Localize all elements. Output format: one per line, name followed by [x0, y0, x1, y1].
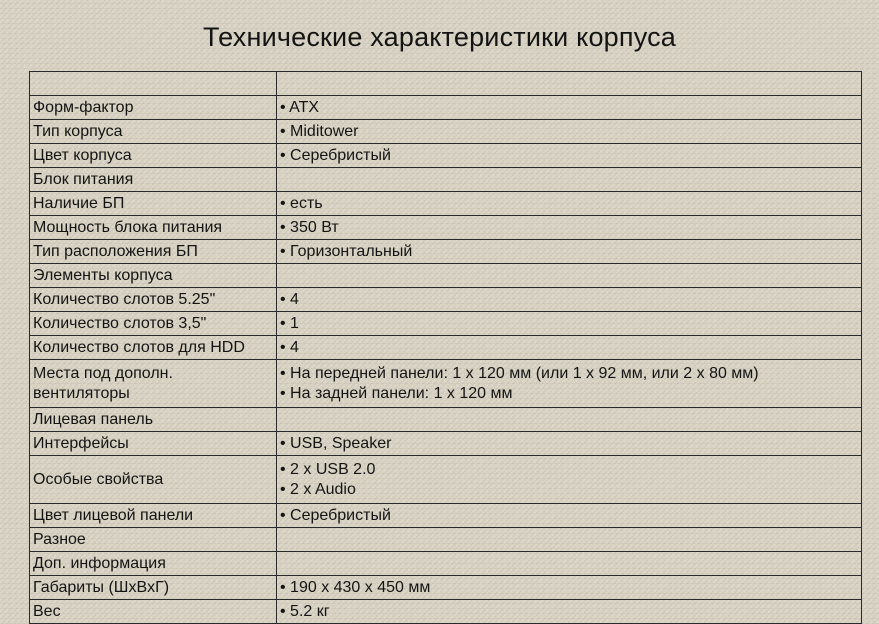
spec-value: • 5.2 кг: [277, 600, 862, 624]
table-row: [30, 288, 862, 312]
spec-value: • USB, Speaker: [277, 432, 862, 456]
table-row: [30, 264, 862, 288]
section-label: Разное: [30, 528, 277, 552]
spec-value: • ATX: [277, 96, 862, 120]
spec-label: Интерфейсы: [30, 432, 277, 456]
spec-value: • 190 x 430 x 450 мм: [277, 576, 862, 600]
section-label: Лицевая панель: [30, 408, 277, 432]
spec-label: Цвет корпуса: [30, 144, 277, 168]
spec-label: Цвет лицевой панели: [30, 504, 277, 528]
table-row: [30, 96, 862, 120]
table-row: [30, 312, 862, 336]
specs-table: [29, 71, 862, 624]
spec-value: [277, 360, 862, 408]
table-row: [30, 120, 862, 144]
spec-value: • 4: [277, 288, 862, 312]
table-row: [30, 408, 862, 432]
spec-value: [277, 552, 862, 576]
table-row: [30, 168, 862, 192]
page-title: Технические характеристики корпуса: [202, 22, 677, 52]
spec-value: • есть: [277, 192, 862, 216]
table-row: [30, 600, 862, 624]
table-row: [30, 504, 862, 528]
section-label: Элементы корпуса: [30, 264, 277, 288]
spec-label: Тип расположения БП: [30, 240, 277, 264]
spec-label: Форм-фактор: [30, 96, 277, 120]
spec-label: [30, 360, 277, 408]
spec-label-line: Места под дополн.: [33, 364, 173, 382]
table-row: [30, 216, 862, 240]
section-label: Блок питания: [30, 168, 277, 192]
table-row: [30, 192, 862, 216]
spec-label: Количество слотов для HDD: [30, 336, 277, 360]
spec-value-line: • 2 x Audio: [280, 480, 356, 498]
spec-value: • Серебристый: [277, 504, 862, 528]
table-row: [30, 528, 862, 552]
spec-label: Мощность блока питания: [30, 216, 277, 240]
spec-value-line: • На задней панели: 1 x 120 мм: [280, 384, 513, 402]
spec-value: • Горизонтальный: [277, 240, 862, 264]
spec-label: Вес: [30, 600, 277, 624]
spec-value: [277, 408, 862, 432]
spec-value: • 350 Вт: [277, 216, 862, 240]
spec-label: Доп. информация: [30, 552, 277, 576]
spec-value: • 1: [277, 312, 862, 336]
spec-label: [30, 72, 277, 96]
spec-value: • Miditower: [277, 120, 862, 144]
spec-value: • Серебристый: [277, 144, 862, 168]
table-row: [30, 144, 862, 168]
spec-label: Количество слотов 5.25": [30, 288, 277, 312]
spec-value: [277, 72, 862, 96]
spec-value: [277, 528, 862, 552]
spec-label-line: вентиляторы: [33, 384, 130, 402]
table-row: [30, 72, 862, 96]
spec-label: Наличие БП: [30, 192, 277, 216]
spec-value: [277, 168, 862, 192]
spec-label: Количество слотов 3,5": [30, 312, 277, 336]
table-row: [30, 360, 862, 408]
spec-value-line: • 2 x USB 2.0: [280, 460, 376, 478]
spec-value-line: • На передней панели: 1 x 120 мм (или 1 x 92 мм, или 2 x 80 мм): [280, 364, 759, 382]
spec-label: Тип корпуса: [30, 120, 277, 144]
table-row: [30, 432, 862, 456]
table-row: [30, 456, 862, 504]
spec-value: [277, 456, 862, 504]
table-row: [30, 576, 862, 600]
spec-value: [277, 264, 862, 288]
spec-label: Габариты (ШxВxГ): [30, 576, 277, 600]
table-row: [30, 552, 862, 576]
spec-value: • 4: [277, 336, 862, 360]
spec-label: Особые свойства: [30, 456, 277, 504]
table-row: [30, 336, 862, 360]
table-row: [30, 240, 862, 264]
